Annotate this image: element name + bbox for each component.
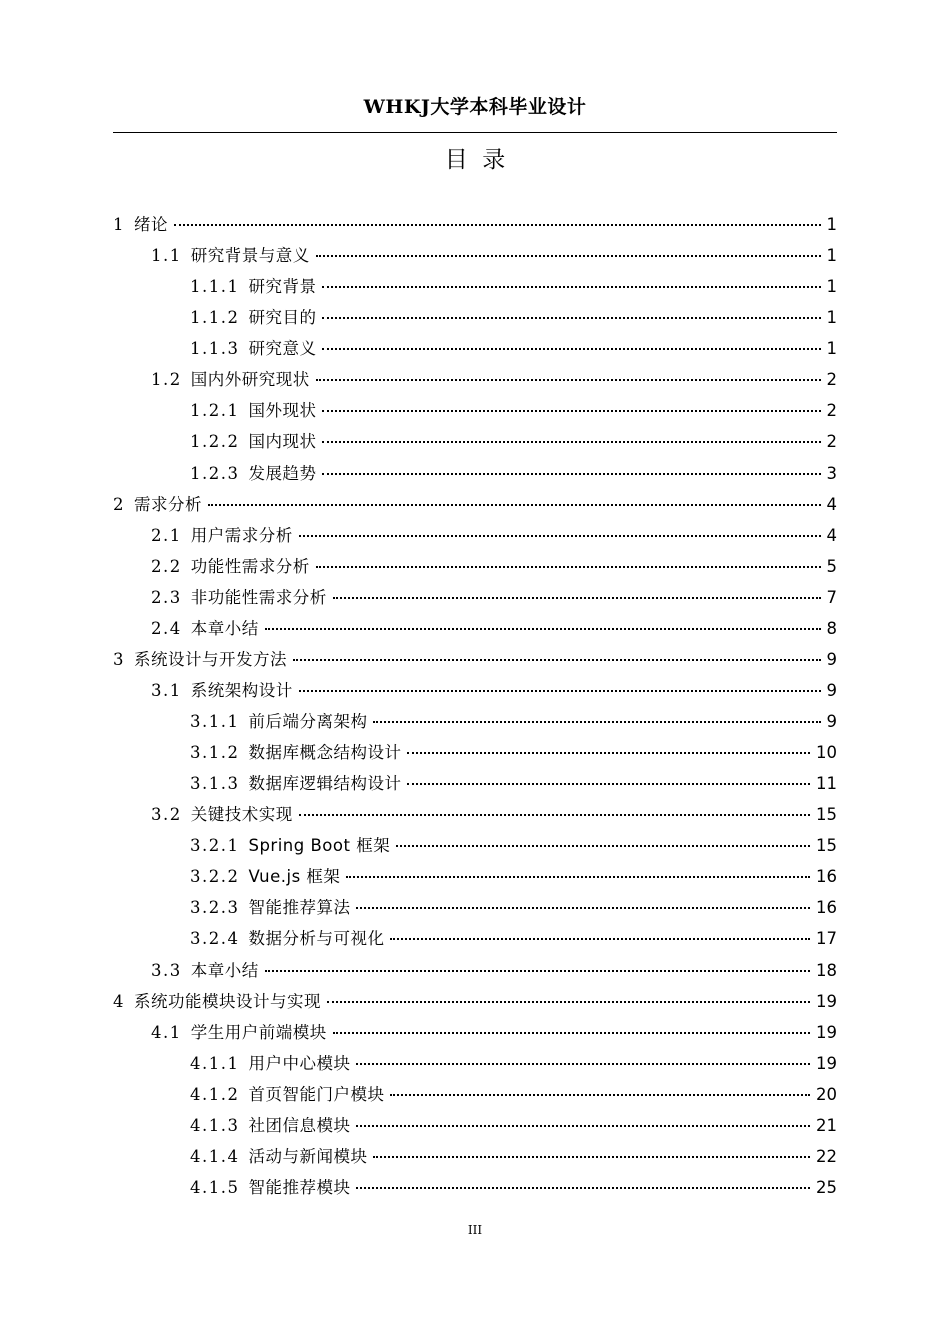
toc-entry-number: 1.2 bbox=[151, 370, 182, 390]
toc-entry-level-1[interactable] bbox=[113, 986, 837, 1017]
toc-entry-title: 研究背景与意义 bbox=[190, 246, 310, 266]
toc-dot-leader bbox=[407, 783, 810, 785]
toc-entry-number: 1.2.1 bbox=[190, 401, 240, 421]
toc-entry-title: 前后端分离架构 bbox=[248, 712, 368, 731]
toc-dot-leader bbox=[265, 628, 821, 630]
toc-entry-title: 系统设计与开发方法 bbox=[134, 649, 287, 669]
toc-dot-leader bbox=[322, 348, 820, 350]
toc-entry-page: 1 bbox=[826, 277, 837, 297]
toc-dot-leader bbox=[390, 938, 810, 940]
toc-entry-title: 首页智能门户模块 bbox=[248, 1084, 385, 1104]
toc-entry-page: 1 bbox=[826, 308, 837, 328]
toc-entry-page: 9 bbox=[826, 649, 837, 669]
toc-entry-level-2[interactable] bbox=[113, 613, 837, 644]
toc-entry-number: 2.1 bbox=[151, 525, 182, 545]
toc-entry-number: 1.1.1 bbox=[190, 277, 240, 297]
header-divider bbox=[113, 132, 837, 133]
toc-entry-number: 1.2.3 bbox=[190, 463, 240, 483]
toc-entry-title: 国内外研究现状 bbox=[190, 370, 310, 390]
toc-entry-number: 1.1 bbox=[151, 246, 182, 266]
toc-entry-page: 8 bbox=[826, 618, 837, 638]
toc-entry-page: 10 bbox=[816, 743, 837, 763]
toc-dot-leader bbox=[316, 379, 821, 381]
toc-entry-page: 16 bbox=[816, 898, 837, 918]
toc-entry-number: 2.4 bbox=[151, 618, 182, 638]
toc-entry-level-3[interactable] bbox=[113, 830, 837, 861]
toc-entry-number: 4.1.3 bbox=[190, 1115, 240, 1135]
toc-dot-leader bbox=[322, 286, 820, 288]
toc-dot-leader bbox=[356, 1125, 810, 1127]
toc-entry-page: 7 bbox=[826, 587, 837, 607]
toc-entry-page: 4 bbox=[826, 525, 837, 545]
toc-entry-number: 3.2.1 bbox=[190, 836, 240, 856]
toc-dot-leader bbox=[316, 566, 821, 568]
toc-entry-title: 用户需求分析 bbox=[190, 525, 293, 545]
toc-entry-level-1[interactable] bbox=[113, 489, 837, 520]
toc-entry-level-2[interactable] bbox=[113, 675, 837, 706]
toc-dot-leader bbox=[373, 721, 820, 723]
toc-entry-number: 4 bbox=[113, 991, 125, 1011]
toc-entry-page: 17 bbox=[816, 929, 837, 949]
toc-entry-number: 2.3 bbox=[151, 587, 182, 607]
toc-dot-leader bbox=[322, 441, 820, 443]
toc-dot-leader bbox=[373, 1156, 810, 1158]
toc-entry-level-1[interactable] bbox=[113, 644, 837, 675]
toc-entry-level-3[interactable] bbox=[113, 271, 837, 302]
toc-entry-page: 16 bbox=[816, 867, 837, 887]
toc-entry-level-3[interactable] bbox=[113, 923, 837, 954]
toc-entry-number: 1.2.2 bbox=[190, 432, 240, 452]
toc-dot-leader bbox=[322, 473, 820, 475]
toc-entry-level-2[interactable] bbox=[113, 582, 837, 613]
toc-entry-number: 3.2.4 bbox=[190, 929, 240, 949]
toc-entry-number: 4.1.4 bbox=[190, 1146, 240, 1166]
toc-entry-number: 3.2.3 bbox=[190, 898, 240, 918]
toc-title: 目 录 bbox=[444, 147, 506, 173]
toc-entry-level-3[interactable] bbox=[113, 706, 837, 737]
toc-entry-title: 数据分析与可视化 bbox=[248, 929, 385, 949]
toc-entry-number: 2.2 bbox=[151, 556, 182, 576]
toc-entry-page: 2 bbox=[826, 370, 837, 390]
toc-entry-title: 活动与新闻模块 bbox=[248, 1146, 368, 1166]
toc-dot-leader bbox=[322, 317, 820, 319]
toc-entry-number: 3.1.1 bbox=[190, 712, 240, 731]
toc-entry-level-2[interactable] bbox=[113, 1017, 837, 1048]
toc-entry-number: 3.1.3 bbox=[190, 774, 240, 794]
toc-dot-leader bbox=[293, 659, 821, 661]
toc-entry-level-3[interactable] bbox=[113, 1048, 837, 1079]
toc-entry-page: 5 bbox=[826, 556, 837, 576]
toc-entry-title: 国内现状 bbox=[248, 432, 317, 452]
toc-entry-title: 数据库逻辑结构设计 bbox=[248, 774, 402, 794]
toc-entry-page: 1 bbox=[826, 339, 837, 359]
toc-dot-leader bbox=[265, 970, 810, 972]
toc-entry-level-3[interactable] bbox=[113, 302, 837, 333]
toc-entry-level-2[interactable] bbox=[113, 240, 837, 271]
toc-entry-number: 4.1.1 bbox=[190, 1053, 240, 1073]
toc-entry-title: 用户中心模块 bbox=[248, 1053, 351, 1073]
toc-dot-leader bbox=[333, 1032, 810, 1034]
toc-entry-number: 1 bbox=[113, 215, 125, 234]
page-number: III bbox=[467, 1223, 483, 1237]
toc-dot-leader bbox=[208, 504, 821, 506]
toc-entry-title: 国外现状 bbox=[248, 401, 317, 421]
toc-entry-level-3[interactable] bbox=[113, 1172, 837, 1203]
toc-dot-leader bbox=[299, 535, 821, 537]
toc-entry-number: 3 bbox=[113, 649, 125, 669]
toc-entry-page: 15 bbox=[816, 836, 837, 856]
toc-entry-level-2[interactable] bbox=[113, 551, 837, 582]
toc-entry-level-3[interactable] bbox=[113, 768, 837, 799]
toc-entry-page: 21 bbox=[816, 1115, 837, 1135]
toc-entry-level-3[interactable] bbox=[113, 1141, 837, 1172]
toc-dot-leader bbox=[407, 752, 810, 754]
toc-entry-number: 2 bbox=[113, 494, 125, 514]
toc-entry-level-3[interactable] bbox=[113, 458, 837, 489]
toc-entry-level-2[interactable] bbox=[113, 799, 837, 830]
toc-dot-leader bbox=[396, 845, 810, 847]
table-of-contents bbox=[113, 209, 837, 1203]
toc-entry-title: 社团信息模块 bbox=[248, 1115, 351, 1135]
toc-dot-leader bbox=[356, 1063, 810, 1065]
toc-entry-level-3[interactable] bbox=[113, 737, 837, 768]
toc-entry-level-3[interactable] bbox=[113, 861, 837, 892]
toc-entry-number: 3.3 bbox=[151, 960, 182, 980]
toc-entry-level-1[interactable] bbox=[113, 209, 837, 240]
toc-entry-page: 19 bbox=[816, 1053, 837, 1073]
toc-entry-title: 研究目的 bbox=[248, 308, 317, 328]
toc-entry-page: 3 bbox=[826, 463, 837, 483]
toc-entry-level-2[interactable] bbox=[113, 955, 837, 986]
toc-dot-leader bbox=[333, 597, 821, 599]
toc-entry-page: 1 bbox=[826, 215, 837, 234]
toc-entry-page: 2 bbox=[826, 401, 837, 421]
toc-entry-level-3[interactable] bbox=[113, 892, 837, 923]
running-header: WHKJ大学本科毕业设计 bbox=[363, 96, 587, 118]
toc-entry-page: 19 bbox=[816, 991, 837, 1011]
toc-dot-leader bbox=[322, 410, 820, 412]
toc-entry-level-2[interactable] bbox=[113, 364, 837, 395]
toc-entry-title: Spring Boot 框架 bbox=[248, 836, 391, 856]
toc-entry-title: 需求分析 bbox=[134, 494, 202, 514]
toc-entry-title: 绪论 bbox=[134, 215, 168, 234]
toc-dot-leader bbox=[174, 224, 821, 226]
toc-entry-title: 数据库概念结构设计 bbox=[248, 743, 402, 763]
toc-entry-title: 学生用户前端模块 bbox=[190, 1022, 327, 1042]
toc-dot-leader bbox=[356, 1187, 810, 1189]
toc-entry-title: 功能性需求分析 bbox=[190, 556, 310, 576]
toc-entry-title: 智能推荐算法 bbox=[248, 898, 351, 918]
toc-entry-level-3[interactable] bbox=[113, 1110, 837, 1141]
toc-entry-title: 发展趋势 bbox=[248, 463, 317, 483]
toc-entry-number: 3.2.2 bbox=[190, 867, 240, 887]
toc-entry-number: 4.1 bbox=[151, 1022, 182, 1042]
toc-entry-title: 研究背景 bbox=[248, 277, 317, 297]
toc-entry-title: 非功能性需求分析 bbox=[190, 587, 327, 607]
toc-entry-page: 9 bbox=[826, 680, 837, 700]
toc-entry-level-3[interactable] bbox=[113, 1079, 837, 1110]
toc-entry-title: Vue.js 框架 bbox=[248, 867, 341, 887]
toc-entry-page: 20 bbox=[816, 1084, 837, 1104]
toc-dot-leader bbox=[299, 814, 810, 816]
toc-entry-page: 4 bbox=[826, 494, 837, 514]
toc-entry-title: 本章小结 bbox=[190, 618, 259, 638]
toc-entry-title: 系统功能模块设计与实现 bbox=[134, 991, 321, 1011]
toc-dot-leader bbox=[356, 907, 810, 909]
toc-entry-title: 智能推荐模块 bbox=[248, 1177, 351, 1197]
toc-entry-level-3[interactable] bbox=[113, 395, 837, 426]
toc-entry-number: 3.2 bbox=[151, 805, 182, 825]
toc-entry-level-3[interactable] bbox=[113, 426, 837, 457]
toc-dot-leader bbox=[327, 1001, 810, 1003]
toc-entry-page: 22 bbox=[816, 1146, 837, 1166]
toc-entry-page: 2 bbox=[826, 432, 837, 452]
toc-entry-title: 系统架构设计 bbox=[190, 680, 293, 700]
toc-entry-title: 关键技术实现 bbox=[190, 805, 293, 825]
toc-entry-page: 15 bbox=[816, 805, 837, 825]
toc-entry-number: 4.1.5 bbox=[190, 1177, 240, 1197]
toc-entry-level-2[interactable] bbox=[113, 520, 837, 551]
toc-entry-number: 3.1 bbox=[151, 680, 182, 700]
toc-entry-page: 25 bbox=[816, 1177, 837, 1197]
toc-dot-leader bbox=[346, 876, 810, 878]
toc-entry-page: 18 bbox=[816, 960, 837, 980]
toc-entry-title: 研究意义 bbox=[248, 339, 317, 359]
toc-entry-title: 本章小结 bbox=[190, 960, 259, 980]
toc-entry-level-3[interactable] bbox=[113, 333, 837, 364]
toc-entry-page: 11 bbox=[816, 774, 837, 794]
toc-dot-leader bbox=[316, 255, 821, 257]
toc-entry-page: 19 bbox=[816, 1022, 837, 1042]
toc-dot-leader bbox=[390, 1094, 810, 1096]
toc-entry-number: 4.1.2 bbox=[190, 1084, 240, 1104]
toc-dot-leader bbox=[299, 690, 821, 692]
toc-entry-page: 1 bbox=[826, 246, 837, 266]
toc-entry-number: 1.1.3 bbox=[190, 339, 240, 359]
toc-entry-page: 9 bbox=[826, 712, 837, 731]
toc-entry-number: 1.1.2 bbox=[190, 308, 240, 328]
toc-entry-number: 3.1.2 bbox=[190, 743, 240, 763]
